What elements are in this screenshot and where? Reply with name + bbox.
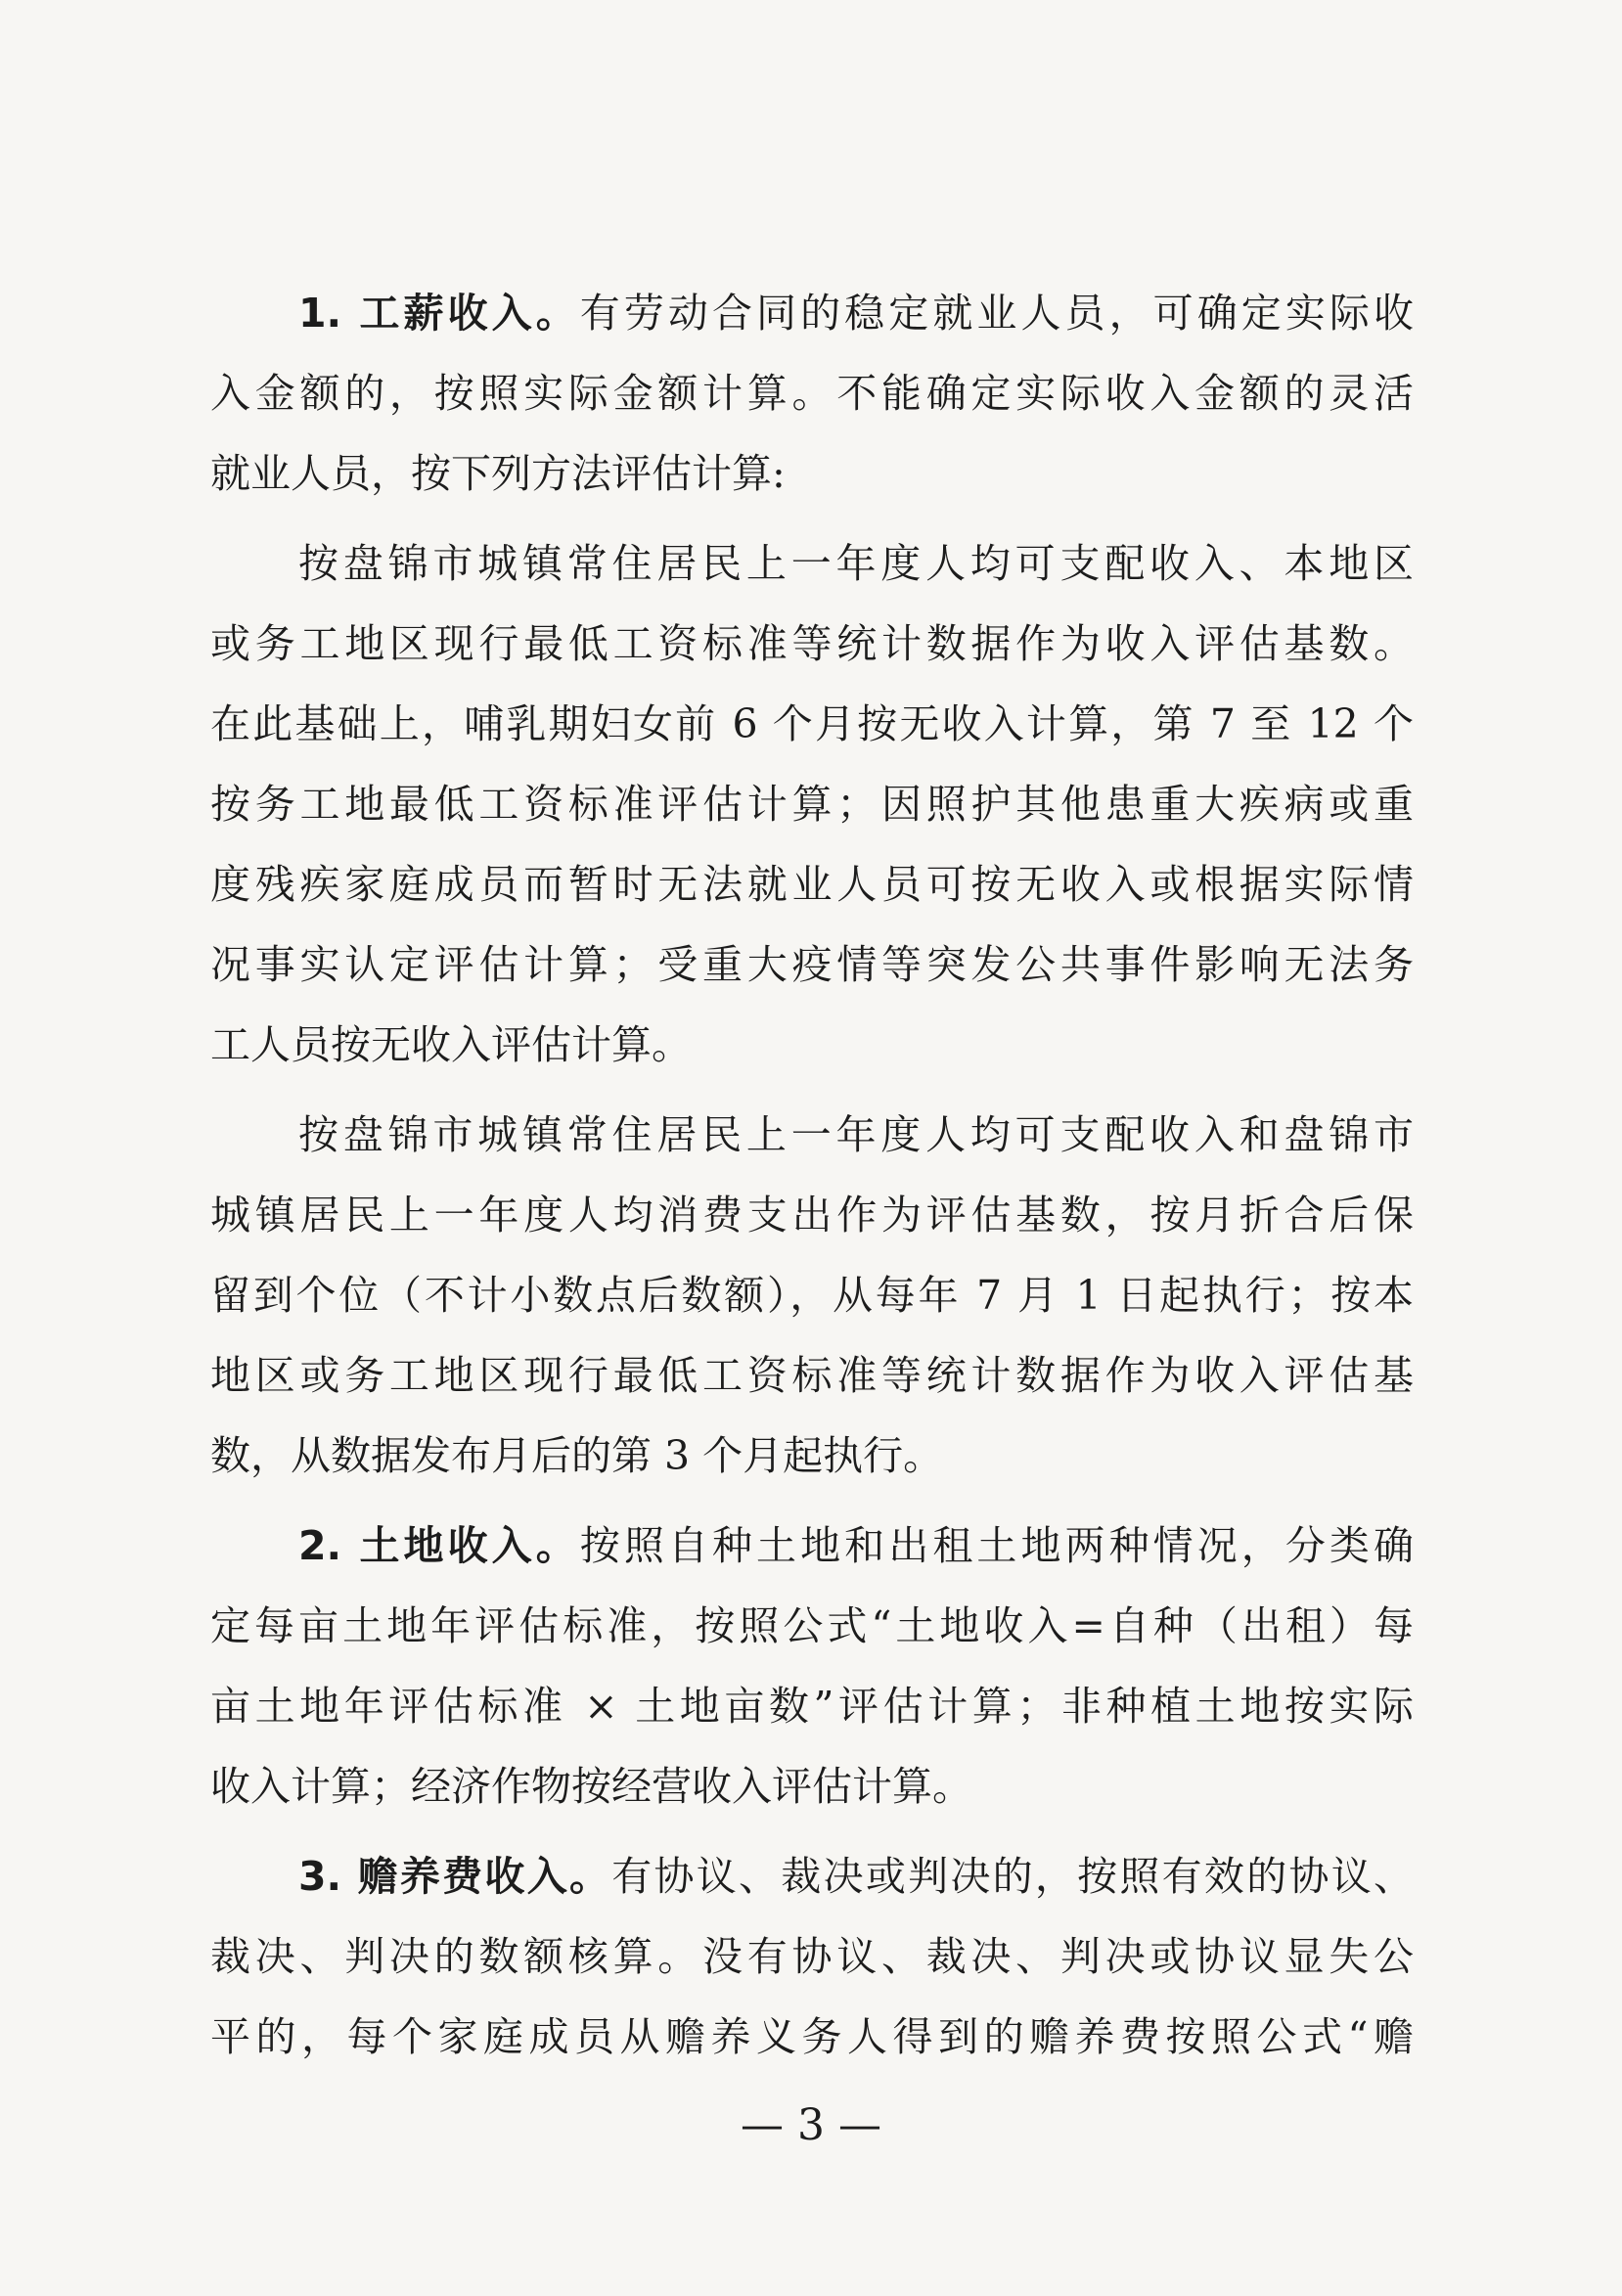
page-number: — 3 —: [741, 2100, 881, 2150]
paragraph-line: 在此基础上，哺乳期妇女前 6 个月按无收入计算，第 7 至 12 个: [210, 700, 1414, 747]
line-text: 有劳动合同的稳定就业人员，可确定实际收: [579, 290, 1414, 337]
paragraph-line: 况事实认定评估计算；受重大疫情等突发公共事件影响无法务: [210, 941, 1414, 988]
paragraph-line: 或务工地区现行最低工资标准等统计数据作为收入评估基数。: [210, 620, 1414, 667]
paragraph-line: 入金额的，按照实际金额计算。不能确定实际收入金额的灵活: [210, 370, 1414, 417]
paragraph-line: 就业人员，按下列方法评估计算:: [210, 450, 786, 497]
paragraph-line: 留到个位（不计小数点后数额），从每年 7 月 1 日起执行；按本: [210, 1272, 1414, 1319]
paragraph-line: 裁决、判决的数额核算。没有协议、裁决、判决或协议显失公: [210, 1933, 1414, 1980]
paragraph-line: 平的，每个家庭成员从赡养义务人得到的赡养费按照公式“赡: [210, 2013, 1414, 2060]
paragraph-line: 按盘锦市城镇常住居民上一年度人均可支配收入和盘锦市: [298, 1111, 1414, 1158]
paragraph-line: 度残疾家庭成员而暂时无法就业人员可按无收入或根据实际情: [210, 861, 1414, 908]
line-text: 有协议、裁决或判决的，按照有效的协议、: [611, 1853, 1414, 1900]
paragraph-line: 按务工地最低工资标准评估计算；因照护其他患重大疾病或重: [210, 781, 1414, 828]
paragraph-line: 收入计算；经济作物按经营收入评估计算。: [210, 1763, 972, 1810]
section-heading: 3. 赡养费收入。: [298, 1853, 612, 1900]
paragraph-line: 按盘锦市城镇常住居民上一年度人均可支配收入、本地区: [298, 540, 1414, 587]
paragraph-line: 定每亩土地年评估标准，按照公式“土地收入=自种（出租）每: [210, 1602, 1414, 1649]
paragraph-line: 亩土地年评估标准 × 土地亩数”评估计算；非种植土地按实际: [210, 1683, 1414, 1730]
paragraph-line: [298, 284, 1414, 342]
paragraph-line: 城镇居民上一年度人均消费支出作为评估基数，按月折合后保: [210, 1192, 1414, 1238]
paragraph-line: [298, 1847, 1414, 1906]
paragraph-line: 工人员按无收入评估计算。: [210, 1021, 692, 1068]
paragraph-line: 数，从数据发布月后的第 3 个月起执行。: [210, 1432, 944, 1479]
paragraph-line: 地区或务工地区现行最低工资标准等统计数据作为收入评估基: [210, 1352, 1414, 1399]
paragraph-line: [298, 1516, 1414, 1575]
section-heading: 2. 土地收入。: [298, 1522, 580, 1569]
line-text: 按照自种土地和出租土地两种情况，分类确: [579, 1522, 1414, 1569]
section-heading: 1. 工薪收入。: [298, 290, 580, 337]
